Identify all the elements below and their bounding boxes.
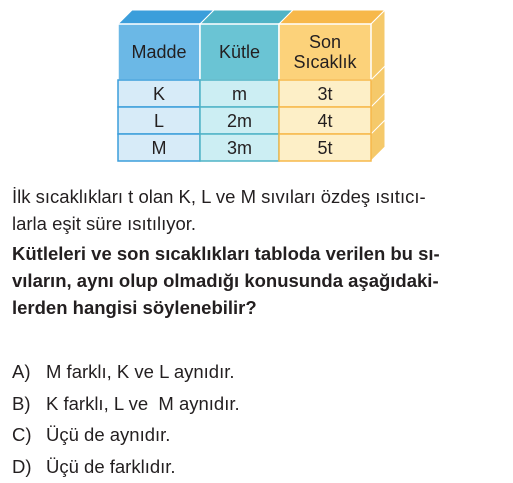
answer-options [12,356,502,482]
header-madde: Madde [131,42,187,62]
intro-line-1: İlk sıcaklıkları t olan K, L ve M sıvıları özdeş ısıtıcı- [12,186,426,207]
cell-mass-l: 2m [226,110,252,131]
cell-temp-m: 5t [317,137,333,158]
stem-line-2: vıların, aynı olup olmadığı konusunda aşağıdaki- [12,270,439,291]
cell-mass-k: m [232,83,247,104]
question-intro [12,183,502,237]
option-b-text: K farklı, L ve M aynıdır. [46,392,240,414]
cell-mass-m: 3m [226,137,252,158]
option-c[interactable] [12,419,502,451]
option-c-letter: C) [12,424,32,445]
table-top-teal [200,10,293,24]
option-d-letter: D) [12,455,32,477]
header-kutle: Kütle [218,42,261,62]
option-d[interactable] [12,451,502,483]
cell-substance-m: M [151,137,167,158]
cell-substance-k: K [152,83,165,104]
table-top-orange [279,10,385,24]
stem-line-1: Kütleleri ve son sıcaklıkları tabloda verilen bu sı- [12,243,440,264]
option-a-letter: A) [12,361,31,382]
option-b-letter: B) [12,392,31,414]
table-side-right [371,10,385,161]
intro-line-2: larla eşit süre ısıtılıyor. [12,213,197,234]
table-top-blue [118,10,214,24]
question-stem [12,240,502,321]
data-table [0,0,513,170]
cell-substance-l: L [153,110,164,131]
cell-temp-l: 4t [317,110,333,131]
option-d-text: Üçü de farklıdır. [46,455,176,477]
option-c-text: Üçü de aynıdır. [46,424,171,445]
option-a-text: M farklı, K ve L aynıdır. [46,361,235,382]
header-son-sicaklik: Son Sıcaklık [293,32,357,72]
stem-line-3: lerden hangisi söylenebilir? [12,297,257,318]
option-b[interactable] [12,388,502,420]
cell-temp-k: 3t [317,83,333,104]
option-a[interactable] [12,356,502,388]
